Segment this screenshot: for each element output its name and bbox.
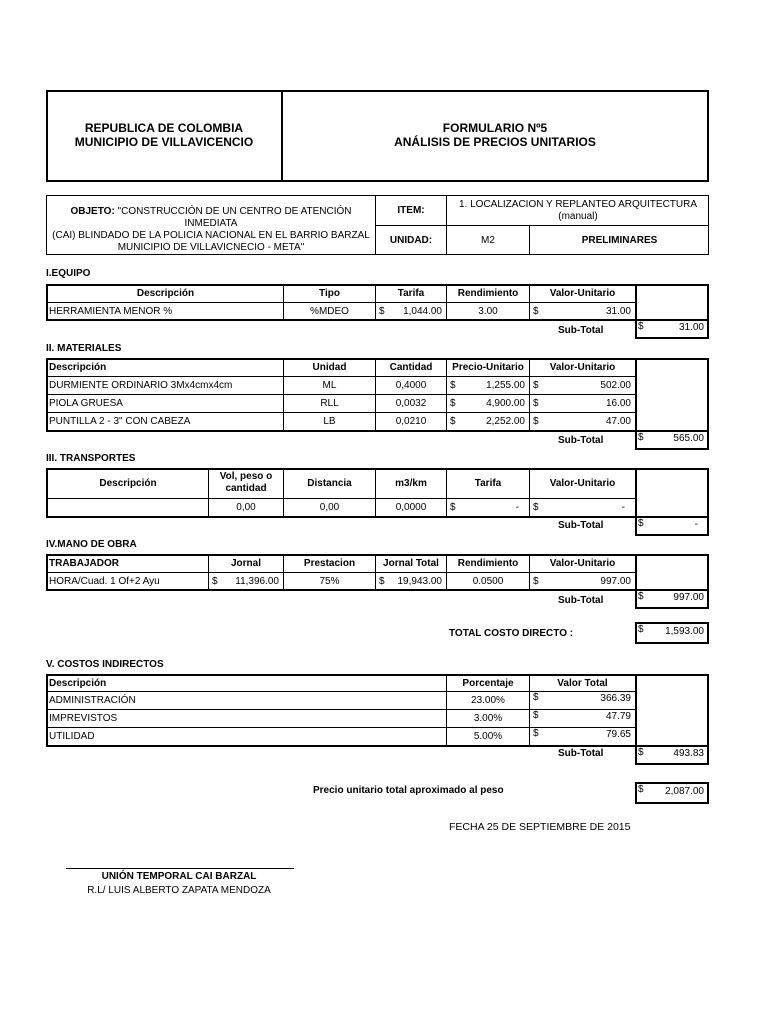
transporte-valor: - xyxy=(621,502,625,513)
transporte-vol: 0,00 xyxy=(236,502,256,513)
signature-representative: R.L/ LUIS ALBERTO ZAPATA MENDOZA xyxy=(87,885,271,896)
indirecto-pct: 23.00% xyxy=(471,695,505,706)
equipo-title: I.EQUIPO xyxy=(46,268,91,279)
transportes-header-tarifa: Tarifa xyxy=(474,478,502,489)
objeto-line2: (CAI) BLINDADO DE LA POLICIA NACIONAL EN EL BARRIO BARZAL xyxy=(52,230,370,241)
material-cant: 0,0032 xyxy=(395,398,427,409)
transportes-header-desc: Descripción xyxy=(99,478,157,489)
currency-symbol: $ xyxy=(533,728,539,739)
equipo-header-tarifa: Tarifa xyxy=(397,288,425,299)
form-number: FORMULARIO Nº5 xyxy=(442,121,548,135)
currency-symbol: $ xyxy=(638,321,644,332)
transportes-subtotal-label: Sub-Total xyxy=(558,520,604,531)
material-desc: DURMIENTE ORDINARIO 3Mx4cmx4cm xyxy=(49,380,233,391)
equipo-valor: 31.00 xyxy=(605,306,631,317)
material-precio: 1,255.00 xyxy=(486,380,525,391)
objeto-label: OBJETO: xyxy=(70,206,115,217)
municipality-title: MUNICIPIO DE VILLAVICENCIO xyxy=(74,135,254,149)
indirecto-valor: 47.79 xyxy=(605,711,631,722)
total-directo-value: 1,593.00 xyxy=(665,626,704,637)
objeto-line3: MUNICIPIO DE VILLAVICNECIO - META" xyxy=(117,242,305,253)
material-unidad: ML xyxy=(322,380,337,391)
materiales-header-unidad: Unidad xyxy=(312,362,347,373)
indirectos-header-desc: Descripción xyxy=(49,677,107,689)
currency-symbol: $ xyxy=(450,398,456,409)
material-desc: PUNTILLA 2 - 3" CON CABEZA xyxy=(49,416,191,427)
equipo-header-tipo: Tipo xyxy=(319,288,340,299)
transportes-header-vol-line2: cantidad xyxy=(225,483,267,494)
signature-company: UNIÓN TEMPORAL CAI BARZAL xyxy=(101,871,257,882)
materiales-header-desc: Descripción xyxy=(49,362,107,373)
indirectos-header-pct: Porcentaje xyxy=(462,677,514,689)
item-label: ITEM: xyxy=(397,205,425,216)
item-value-line2: (manual) xyxy=(558,211,598,222)
material-unidad: RLL xyxy=(320,398,339,409)
indirecto-pct: 5.00% xyxy=(473,731,503,742)
mano-obra-valor: 997.00 xyxy=(600,576,631,587)
currency-symbol: $ xyxy=(533,710,539,721)
currency-symbol: $ xyxy=(450,502,456,513)
indirecto-valor: 366.39 xyxy=(600,693,631,704)
equipo-subtotal-label: Sub-Total xyxy=(558,325,604,336)
mano-obra-header-valor: Valor-Unitario xyxy=(549,558,616,569)
materiales-subtotal: 565.00 xyxy=(673,433,704,444)
transportes-header-dist: Distancia xyxy=(307,478,352,489)
currency-symbol: $ xyxy=(638,784,644,795)
prestacion: 75% xyxy=(319,576,340,587)
currency-symbol: $ xyxy=(533,502,539,513)
transporte-desc xyxy=(47,499,208,516)
rendimiento: 0.0500 xyxy=(472,576,504,587)
equipo-desc: HERRAMIENTA MENOR % xyxy=(49,306,173,317)
equipo-tarifa: 1,044.00 xyxy=(403,306,442,317)
materiales-subtotal-label: Sub-Total xyxy=(558,435,604,446)
total-directo-label: TOTAL COSTO DIRECTO : xyxy=(449,628,574,639)
currency-symbol: $ xyxy=(379,576,385,587)
signature-block xyxy=(50,870,308,898)
jornal: 11,396.00 xyxy=(235,576,279,587)
jornal-total: 19,943.00 xyxy=(397,576,442,587)
currency-symbol: $ xyxy=(638,624,644,635)
materiales-title: II. MATERIALES xyxy=(46,343,122,354)
equipo-subtotal: 31.00 xyxy=(678,322,704,333)
equipo-header-rend: Rendimiento xyxy=(457,288,519,299)
mano-obra-header-jornal: Jornal xyxy=(230,558,261,569)
materiales-header-valor: Valor-Unitario xyxy=(549,362,616,373)
objeto-line1: "CONSTRUCCIÓN DE UN CENTRO DE ATENCIÓN INMEDIATA xyxy=(114,206,352,229)
unidad-value: M2 xyxy=(481,235,495,246)
mano-obra-title: IV.MANO DE OBRA xyxy=(46,539,137,550)
mano-obra-header-trab: TRABAJADOR xyxy=(49,558,119,569)
material-precio: 2,252.00 xyxy=(486,416,525,427)
indirectos-subtotal-label: Sub-Total xyxy=(558,748,604,759)
material-unidad: LB xyxy=(323,416,336,427)
precio-total-label: Precio unitario total aproximado al peso xyxy=(313,785,504,796)
currency-symbol: $ xyxy=(533,416,539,427)
currency-symbol: $ xyxy=(533,576,539,587)
indirecto-desc: IMPREVISTOS xyxy=(49,713,118,724)
material-desc: PIOLA GRUESA xyxy=(49,398,123,409)
mano-obra-subtotal-label: Sub-Total xyxy=(558,595,604,606)
equipo-rend: 3.00 xyxy=(478,306,498,317)
unidad-label: UNIDAD: xyxy=(389,235,433,246)
header-right xyxy=(283,121,707,149)
item-value xyxy=(447,199,709,223)
mano-obra-header-total: Jornal Total xyxy=(383,558,439,569)
currency-symbol: $ xyxy=(638,518,644,529)
trabajador: HORA/Cuad. 1 Of+2 Ayu xyxy=(49,576,160,587)
currency-symbol: $ xyxy=(533,692,539,703)
material-cant: 0,0210 xyxy=(395,416,427,427)
transportes-header-m3km: m3/km xyxy=(395,478,427,489)
indirecto-desc: UTILIDAD xyxy=(49,731,95,742)
mano-obra-header-prest: Prestacion xyxy=(303,558,356,569)
equipo-tipo: %MDEO xyxy=(310,306,349,317)
indirecto-desc: ADMINISTRACIÓN xyxy=(49,695,136,706)
item-value-line1: 1. LOCALIZACION Y REPLANTEO ARQUITECTURA xyxy=(458,199,698,210)
transporte-dist: 0,00 xyxy=(319,502,340,513)
transportes-header-vol-line1: Vol, peso o xyxy=(219,471,273,482)
capitulo-value: PRELIMINARES xyxy=(581,235,658,246)
mano-obra-subtotal: 997.00 xyxy=(673,592,704,603)
currency-symbol: $ xyxy=(638,591,644,602)
header-left xyxy=(48,121,280,149)
currency-symbol: $ xyxy=(450,416,456,427)
form-title: ANÁLISIS DE PRECIOS UNITARIOS xyxy=(394,135,596,149)
material-valor: 502.00 xyxy=(600,380,631,391)
currency-symbol: $ xyxy=(638,747,644,758)
indirecto-pct: 3.00% xyxy=(473,713,503,724)
objeto-text xyxy=(48,206,374,254)
transportes-header-valor: Valor-Unitario xyxy=(549,478,616,489)
signature-line xyxy=(66,868,294,869)
material-cant: 0,4000 xyxy=(395,380,427,391)
transportes-title: III. TRANSPORTES xyxy=(46,453,136,464)
material-valor: 16.00 xyxy=(605,398,631,409)
currency-symbol: $ xyxy=(533,398,539,409)
country-title: REPUBLICA DE COLOMBIA xyxy=(84,121,244,135)
fecha: FECHA 25 DE SEPTIEMBRE DE 2015 xyxy=(449,821,631,833)
transporte-m3km: 0,0000 xyxy=(395,502,427,513)
indirectos-header-valor: Valor Total xyxy=(557,677,608,689)
transportes-header-vol xyxy=(209,471,283,495)
currency-symbol: $ xyxy=(450,380,456,391)
transportes-subtotal: - xyxy=(694,519,698,530)
mano-obra-header-rend: Rendimiento xyxy=(457,558,519,569)
material-precio: 4,900.00 xyxy=(486,398,525,409)
materiales-header-cant: Cantidad xyxy=(389,362,433,373)
currency-symbol: $ xyxy=(638,432,644,443)
indirecto-valor: 79.65 xyxy=(605,729,631,740)
material-valor: 47.00 xyxy=(605,416,631,427)
currency-symbol: $ xyxy=(212,576,218,587)
materiales-header-precio: Precio-Unitario xyxy=(452,362,524,373)
equipo-header-valor: Valor-Unitario xyxy=(549,288,616,299)
currency-symbol: $ xyxy=(379,306,385,317)
currency-symbol: $ xyxy=(533,380,539,391)
transporte-tarifa: - xyxy=(515,502,519,513)
currency-symbol: $ xyxy=(533,306,539,317)
indirectos-subtotal: 493.83 xyxy=(673,748,704,759)
indirectos-title: V. COSTOS INDIRECTOS xyxy=(46,659,164,670)
equipo-header-desc: Descripción xyxy=(136,288,195,299)
precio-total-value: 2,087.00 xyxy=(665,786,704,797)
